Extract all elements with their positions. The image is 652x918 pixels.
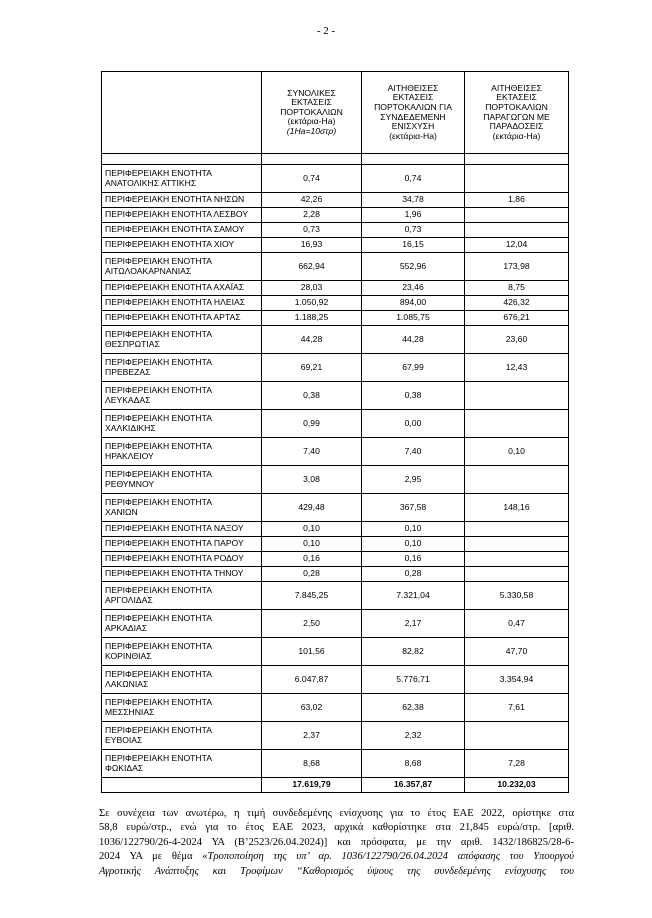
table-row: [102, 410, 569, 438]
requested-area-cell: 2,32: [362, 722, 465, 750]
region-name-line: ΧΑΛΚΙΔΙΚΗΣ: [105, 422, 156, 433]
region-name-line: ΗΡΑΚΛΕΙΟΥ: [105, 450, 154, 461]
table-row: [102, 552, 569, 567]
delivered-area-cell: 12,43: [465, 354, 569, 382]
region-name-line: ΠΕΡΙΦΕΡΕΙΑΚΗ ΕΝΟΤΗΤΑ: [105, 412, 212, 423]
region-name-cell: [102, 552, 262, 567]
requested-area-cell: 552,96: [362, 253, 465, 281]
region-name-line: ΦΩΚΙΔΑΣ: [105, 762, 144, 773]
column-header-line: ΠΟΡΤΟΚΑΛΙΩΝ: [280, 106, 343, 117]
delivered-area-cell: [465, 567, 569, 582]
page-number: - 2 -: [316, 25, 336, 37]
column-header-line: ΠΑΡΑΓΩΓΩΝ ΜΕ: [483, 111, 550, 122]
column-header-line: ΣΥΝΟΛΙΚΕΣ: [287, 87, 336, 98]
total-area-cell: 7,40: [262, 438, 362, 466]
paragraph-line: [99, 850, 574, 864]
delivered-area-cell: 7,61: [465, 694, 569, 722]
body-paragraph: [99, 807, 574, 879]
column-header-line: ΕΚΤΑΣΕΙΣ: [392, 92, 434, 103]
requested-area-cell: 0,74: [362, 165, 465, 193]
requested-area-cell: 0,73: [362, 223, 465, 238]
region-name-cell: [102, 223, 262, 238]
total-area-cell: 16,93: [262, 238, 362, 253]
column-header: [362, 72, 465, 154]
delivered-area-cell: [465, 722, 569, 750]
total-area-cell: 69,21: [262, 354, 362, 382]
table-row: [102, 522, 569, 537]
table-row: [102, 694, 569, 722]
table-row: [102, 165, 569, 193]
delivered-area-cell: 47,70: [465, 638, 569, 666]
total-area-cell: 0,73: [262, 223, 362, 238]
delivered-area-cell: [465, 410, 569, 438]
total-area-cell: 0,10: [262, 537, 362, 552]
paragraph-line: 1036/122790/26-4-2024 ΥΑ (Β’2523/26.04.2024)] και πρόσφατα, με την αριθ. 1432/186825/28-6-: [99, 836, 574, 848]
region-name-line: ΠΕΡΙΦΕΡΕΙΑΚΗ ΕΝΟΤΗΤΑ: [105, 384, 212, 395]
table-row: [102, 722, 569, 750]
requested-area-cell: 2,95: [362, 466, 465, 494]
delivered-area-cell: 1,86: [465, 193, 569, 208]
region-name-line: ΠΕΡΙΦΕΡΕΙΑΚΗ ΕΝΟΤΗΤΑ: [105, 612, 212, 623]
region-name-cell: [102, 722, 262, 750]
delivered-area-cell: 23,60: [465, 326, 569, 354]
region-name-line: ΑΙΤΩΛΟΑΚΑΡΝΑΝΙΑΣ: [105, 265, 192, 276]
total-area-cell: 28,03: [262, 281, 362, 296]
region-name-line: ΠΡΕΒΕΖΑΣ: [105, 366, 151, 377]
region-name-line: ΠΕΡΙΦΕΡΕΙΑΚΗ ΕΝΟΤΗΤΑ: [105, 255, 212, 266]
totals-label-cell: [102, 778, 262, 793]
total-area-cell: 2,28: [262, 208, 362, 223]
total-sum-cell: 17.619,79: [262, 778, 362, 793]
total-area-cell: 662,94: [262, 253, 362, 281]
paragraph-italic-text: Τροποποίηση της υπ’ αρ. 1036/122790/26.04.2024 απόφασης του Υπουργού: [207, 851, 575, 863]
region-name-line: ΠΕΡΙΦΕΡΕΙΑΚΗ ΕΝΟΤΗΤΑ ΗΛΕΙΑΣ: [105, 297, 246, 308]
region-name-cell: [102, 208, 262, 223]
totals-row: [102, 778, 569, 793]
column-header: [102, 72, 262, 154]
total-area-cell: 3,08: [262, 466, 362, 494]
table-body: [102, 154, 569, 793]
requested-area-cell: 16,15: [362, 238, 465, 253]
region-name-cell: [102, 281, 262, 296]
column-header-unit: (εκτάρια-Ha): [492, 130, 541, 141]
table-row: [102, 326, 569, 354]
column-header-line: ΑΙΤΗΘΕΙΣΕΣ: [491, 82, 542, 93]
region-name-cell: [102, 165, 262, 193]
table-row: [102, 638, 569, 666]
region-name-cell: [102, 238, 262, 253]
region-name-cell: [102, 537, 262, 552]
requested-area-cell: 7.321,04: [362, 582, 465, 610]
total-area-cell: 63,02: [262, 694, 362, 722]
requested-area-cell: 23,46: [362, 281, 465, 296]
requested-area-cell: 44,28: [362, 326, 465, 354]
region-name-line: ΠΕΡΙΦΕΡΕΙΑΚΗ ΕΝΟΤΗΤΑ ΝΑΞΟΥ: [105, 523, 244, 534]
requested-area-cell: 0,16: [362, 552, 465, 567]
region-name-cell: [102, 694, 262, 722]
delivered-area-cell: 676,21: [465, 311, 569, 326]
column-header-line: ΠΟΡΤΟΚΑΛΙΩΝ ΓΙΑ: [374, 101, 452, 112]
delivered-area-cell: 148,16: [465, 494, 569, 522]
table-row: [102, 311, 569, 326]
region-name-line: ΑΡΚΑΔΙΑΣ: [105, 622, 148, 633]
column-header-line: ΠΑΡΑΔΟΣΕΙΣ: [489, 121, 544, 132]
total-area-cell: 0,16: [262, 552, 362, 567]
region-name-line: ΠΕΡΙΦΕΡΕΙΑΚΗ ΕΝΟΤΗΤΑ: [105, 668, 212, 679]
region-name-line: ΠΕΡΙΦΕΡΕΙΑΚΗ ΕΝΟΤΗΤΑ ΠΑΡΟΥ: [105, 538, 244, 549]
delivered-area-cell: 7,28: [465, 750, 569, 778]
table-row: [102, 296, 569, 311]
column-header: [262, 72, 362, 154]
region-name-line: ΠΕΡΙΦΕΡΕΙΑΚΗ ΕΝΟΤΗΤΑ: [105, 468, 212, 479]
total-area-cell: 1.050,92: [262, 296, 362, 311]
region-name-cell: [102, 610, 262, 638]
column-header-line: ΕΚΤΑΣΕΙΣ: [496, 92, 537, 103]
region-name-line: ΠΕΡΙΦΕΡΕΙΑΚΗ ΕΝΟΤΗΤΑ ΑΡΤΑΣ: [105, 312, 241, 323]
total-area-cell: 101,56: [262, 638, 362, 666]
requested-area-cell: 0,10: [362, 537, 465, 552]
region-name-cell: [102, 193, 262, 208]
region-name-line: ΠΕΡΙΦΕΡΕΙΑΚΗ ΕΝΟΤΗΤΑ: [105, 496, 212, 507]
region-name-cell: [102, 382, 262, 410]
requested-area-cell: 2,17: [362, 610, 465, 638]
region-name-cell: [102, 311, 262, 326]
delivered-area-cell: [465, 537, 569, 552]
region-name-cell: [102, 582, 262, 610]
table-row: [102, 666, 569, 694]
region-name-line: ΠΕΡΙΦΕΡΕΙΑΚΗ ΕΝΟΤΗΤΑ: [105, 440, 212, 451]
region-name-line: ΑΝΑΤΟΛΙΚΗΣ ΑΤΤΙΚΗΣ: [105, 177, 197, 188]
total-area-cell: 0,28: [262, 567, 362, 582]
region-name-cell: [102, 567, 262, 582]
total-area-cell: 6.047,87: [262, 666, 362, 694]
region-name-cell: [102, 253, 262, 281]
table-row: [102, 354, 569, 382]
region-name-line: ΛΕΥΚΑΔΑΣ: [105, 394, 151, 405]
region-name-line: ΠΕΡΙΦΕΡΕΙΑΚΗ ΕΝΟΤΗΤΑ ΑΧΑΪΑΣ: [105, 282, 245, 293]
region-name-line: ΠΕΡΙΦΕΡΕΙΑΚΗ ΕΝΟΤΗΤΑ ΡΟΔΟΥ: [105, 553, 244, 564]
table-row: [102, 238, 569, 253]
region-name-line: ΠΕΡΙΦΕΡΕΙΑΚΗ ΕΝΟΤΗΤΑ: [105, 328, 212, 339]
region-name-cell: [102, 750, 262, 778]
requested-area-cell: 5.776,71: [362, 666, 465, 694]
paragraph-text: 2024 ΥΑ με θέμα «: [99, 851, 208, 863]
table-row: [102, 466, 569, 494]
paragraph-line: [99, 865, 574, 879]
requested-area-cell: 62,38: [362, 694, 465, 722]
table-row: [102, 610, 569, 638]
delivered-area-cell: [465, 552, 569, 567]
table-row: [102, 208, 569, 223]
region-name-cell: [102, 494, 262, 522]
total-area-cell: 0,10: [262, 522, 362, 537]
requested-area-cell: 34,78: [362, 193, 465, 208]
region-name-line: ΠΕΡΙΦΕΡΕΙΑΚΗ ΕΝΟΤΗΤΑ: [105, 640, 212, 651]
total-area-cell: 44,28: [262, 326, 362, 354]
region-name-line: ΑΡΓΟΛΙΔΑΣ: [105, 594, 153, 605]
total-area-cell: 2,37: [262, 722, 362, 750]
region-name-line: ΠΕΡΙΦΕΡΕΙΑΚΗ ΕΝΟΤΗΤΑ: [105, 752, 212, 763]
region-name-line: ΡΕΘΥΜΝΟΥ: [105, 478, 155, 489]
table-spacer-row: [102, 154, 569, 165]
column-header: [465, 72, 569, 154]
region-name-line: ΠΕΡΙΦΕΡΕΙΑΚΗ ΕΝΟΤΗΤΑ ΤΗΝΟΥ: [105, 568, 244, 579]
delivered-area-cell: [465, 382, 569, 410]
requested-area-cell: 0,38: [362, 382, 465, 410]
total-area-cell: 2,50: [262, 610, 362, 638]
paragraph-line: 58,8 ευρώ/στρ., ενώ για το έτος ΕΑΕ 2023, αρχικά καθορίστηκε στα 21,845 ευρώ/στρ. [αριθ.: [99, 822, 574, 834]
region-name-cell: [102, 438, 262, 466]
region-name-line: ΠΕΡΙΦΕΡΕΙΑΚΗ ΕΝΟΤΗΤΑ ΧΙΟΥ: [105, 239, 235, 250]
region-name-line: ΚΟΡΙΝΘΙΑΣ: [105, 650, 152, 661]
delivered-area-cell: 426,32: [465, 296, 569, 311]
region-name-line: ΠΕΡΙΦΕΡΕΙΑΚΗ ΕΝΟΤΗΤΑ ΝΗΣΩΝ: [105, 194, 245, 205]
region-name-cell: [102, 354, 262, 382]
delivered-area-cell: [465, 165, 569, 193]
requested-area-cell: 894,00: [362, 296, 465, 311]
column-header-line: ΠΟΡΤΟΚΑΛΙΩΝ: [485, 101, 548, 112]
delivered-area-cell: 173,98: [465, 253, 569, 281]
region-name-cell: [102, 638, 262, 666]
total-area-cell: 42,26: [262, 193, 362, 208]
paragraph-line: Σε συνέχεια των ανωτέρω, η τιμή συνδεδεμένης ενίσχυσης για το έτος ΕΑΕ 2022, ορίστηκε στα: [99, 808, 574, 819]
region-name-line: ΠΕΡΙΦΕΡΕΙΑΚΗ ΕΝΟΤΗΤΑ: [105, 696, 212, 707]
delivered-area-cell: [465, 522, 569, 537]
requested-area-cell: 8,68: [362, 750, 465, 778]
requested-area-cell: 367,58: [362, 494, 465, 522]
table-row: [102, 567, 569, 582]
delivered-area-cell: 0,10: [465, 438, 569, 466]
table-row: [102, 281, 569, 296]
region-name-line: ΧΑΝΙΩΝ: [105, 506, 138, 517]
total-area-cell: 8,68: [262, 750, 362, 778]
requested-area-cell: 0,28: [362, 567, 465, 582]
requested-area-cell: 1,96: [362, 208, 465, 223]
requested-area-cell: 0,10: [362, 522, 465, 537]
total-area-cell: 7.845,25: [262, 582, 362, 610]
region-name-cell: [102, 326, 262, 354]
paragraph-italic-text: Αγροτικής Ανάπτυξης και Τροφίμων ‘‘Καθορισμός ύψους της συνδεδεμένης ενίσχυσης του: [99, 865, 574, 877]
requested-area-cell: 82,82: [362, 638, 465, 666]
region-name-line: ΠΕΡΙΦΕΡΕΙΑΚΗ ΕΝΟΤΗΤΑ: [105, 167, 212, 178]
orange-areas-table: [101, 71, 569, 793]
region-name-cell: [102, 522, 262, 537]
total-area-cell: 0,74: [262, 165, 362, 193]
table-row: [102, 253, 569, 281]
total-area-cell: 429,48: [262, 494, 362, 522]
region-name-line: ΜΕΣΣΗΝΙΑΣ: [105, 706, 155, 717]
region-name-line: ΠΕΡΙΦΕΡΕΙΑΚΗ ΕΝΟΤΗΤΑ: [105, 724, 212, 735]
region-name-line: ΛΑΚΩΝΙΑΣ: [105, 678, 149, 689]
delivered-area-cell: 8,75: [465, 281, 569, 296]
column-header-unit: (εκτάρια-Ha): [389, 130, 437, 141]
delivered-area-cell: [465, 466, 569, 494]
region-name-line: ΠΕΡΙΦΕΡΕΙΑΚΗ ΕΝΟΤΗΤΑ: [105, 584, 212, 595]
region-name-line: ΘΕΣΠΡΩΤΙΑΣ: [105, 338, 160, 349]
region-name-cell: [102, 666, 262, 694]
table-row: [102, 537, 569, 552]
delivered-sum-cell: 10.232,03: [465, 778, 569, 793]
region-name-line: ΕΥΒΟΙΑΣ: [105, 734, 143, 745]
column-header-line: ΕΝΙΣΧΥΣΗ: [391, 121, 435, 132]
table-header-row: [102, 72, 569, 154]
table-row: [102, 438, 569, 466]
table-row: [102, 223, 569, 238]
delivered-area-cell: [465, 223, 569, 238]
delivered-area-cell: 0,47: [465, 610, 569, 638]
column-header-note: (1Ha=10στρ): [286, 125, 337, 136]
requested-area-cell: 67,99: [362, 354, 465, 382]
table-row: [102, 494, 569, 522]
requested-area-cell: 7,40: [362, 438, 465, 466]
region-name-cell: [102, 410, 262, 438]
column-header-line: ΑΙΤΗΘΕΙΣΕΣ: [387, 82, 439, 93]
table-row: [102, 750, 569, 778]
delivered-area-cell: [465, 208, 569, 223]
table-row: [102, 582, 569, 610]
region-name-line: ΠΕΡΙΦΕΡΕΙΑΚΗ ΕΝΟΤΗΤΑ ΣΑΜΟΥ: [105, 224, 245, 235]
delivered-area-cell: 5.330,58: [465, 582, 569, 610]
requested-area-cell: 0,00: [362, 410, 465, 438]
table-row: [102, 193, 569, 208]
region-name-cell: [102, 296, 262, 311]
region-name-line: ΠΕΡΙΦΕΡΕΙΑΚΗ ΕΝΟΤΗΤΑ: [105, 356, 212, 367]
column-header-unit: (εκτάρια-Ha): [287, 116, 336, 127]
delivered-area-cell: 3.354,94: [465, 666, 569, 694]
requested-sum-cell: 16.357,87: [362, 778, 465, 793]
column-header-line: ΕΚΤΑΣΕΙΣ: [291, 97, 332, 108]
delivered-area-cell: 12,04: [465, 238, 569, 253]
requested-area-cell: 1.085,75: [362, 311, 465, 326]
region-name-line: ΠΕΡΙΦΕΡΕΙΑΚΗ ΕΝΟΤΗΤΑ ΛΕΣΒΟΥ: [105, 209, 249, 220]
table-row: [102, 382, 569, 410]
column-header-line: ΣΥΝΔΕΔΕΜΕΝΗ: [380, 111, 446, 122]
region-name-cell: [102, 466, 262, 494]
total-area-cell: 0,38: [262, 382, 362, 410]
total-area-cell: 0,99: [262, 410, 362, 438]
total-area-cell: 1.188,25: [262, 311, 362, 326]
